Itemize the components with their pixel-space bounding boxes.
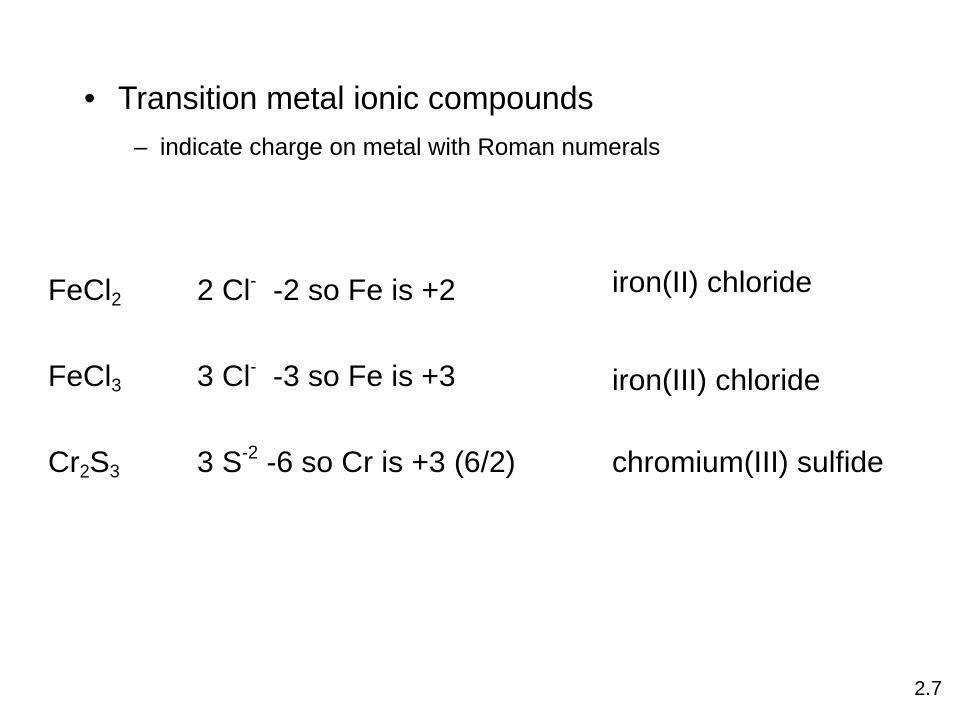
ion-charge: - bbox=[250, 356, 257, 377]
charge-reasoning-fecl3 bbox=[197, 356, 456, 394]
ion-count: 3 Cl bbox=[197, 360, 251, 393]
formula-fecl2 bbox=[48, 274, 121, 308]
reasoning-text: -3 so Fe is +3 bbox=[256, 360, 456, 393]
formula-fecl3 bbox=[48, 360, 121, 394]
reasoning-text: -2 so Fe is +2 bbox=[256, 274, 456, 307]
ion-count: 2 Cl bbox=[197, 274, 251, 307]
formula-cr2s3 bbox=[48, 446, 120, 480]
ion-count: 3 S bbox=[197, 446, 243, 479]
sub-bullet-text: indicate charge on metal with Roman numerals bbox=[160, 134, 661, 161]
formula-part: S bbox=[89, 446, 110, 479]
reasoning-text: -6 so Cr is +3 (6/2) bbox=[258, 446, 516, 479]
formula-subscript: 3 bbox=[111, 375, 122, 396]
compound-name-fecl2: iron(II) chloride bbox=[612, 266, 813, 299]
bullet-marker: • bbox=[84, 80, 96, 116]
formula-subscript: 2 bbox=[111, 289, 122, 310]
sub-bullet-marker: – bbox=[134, 134, 148, 161]
compound-name-fecl3: iron(III) chloride bbox=[612, 364, 821, 397]
formula-part: FeCl bbox=[48, 360, 112, 393]
bullet-point bbox=[84, 80, 593, 117]
compound-name-cr2s3: chromium(III) sulfide bbox=[612, 446, 884, 479]
bullet-text: Transition metal ionic compounds bbox=[118, 80, 594, 116]
sub-bullet-point bbox=[134, 134, 660, 162]
formula-subscript: 3 bbox=[109, 461, 120, 482]
ion-charge: -2 bbox=[242, 442, 259, 463]
formula-part: Cr bbox=[48, 446, 80, 479]
formula-subscript: 2 bbox=[79, 461, 90, 482]
page-number: 2.7 bbox=[914, 678, 942, 700]
formula-part: FeCl bbox=[48, 274, 112, 307]
charge-reasoning-cr2s3 bbox=[197, 442, 516, 480]
ion-charge: - bbox=[250, 270, 257, 291]
charge-reasoning-fecl2 bbox=[197, 270, 456, 308]
